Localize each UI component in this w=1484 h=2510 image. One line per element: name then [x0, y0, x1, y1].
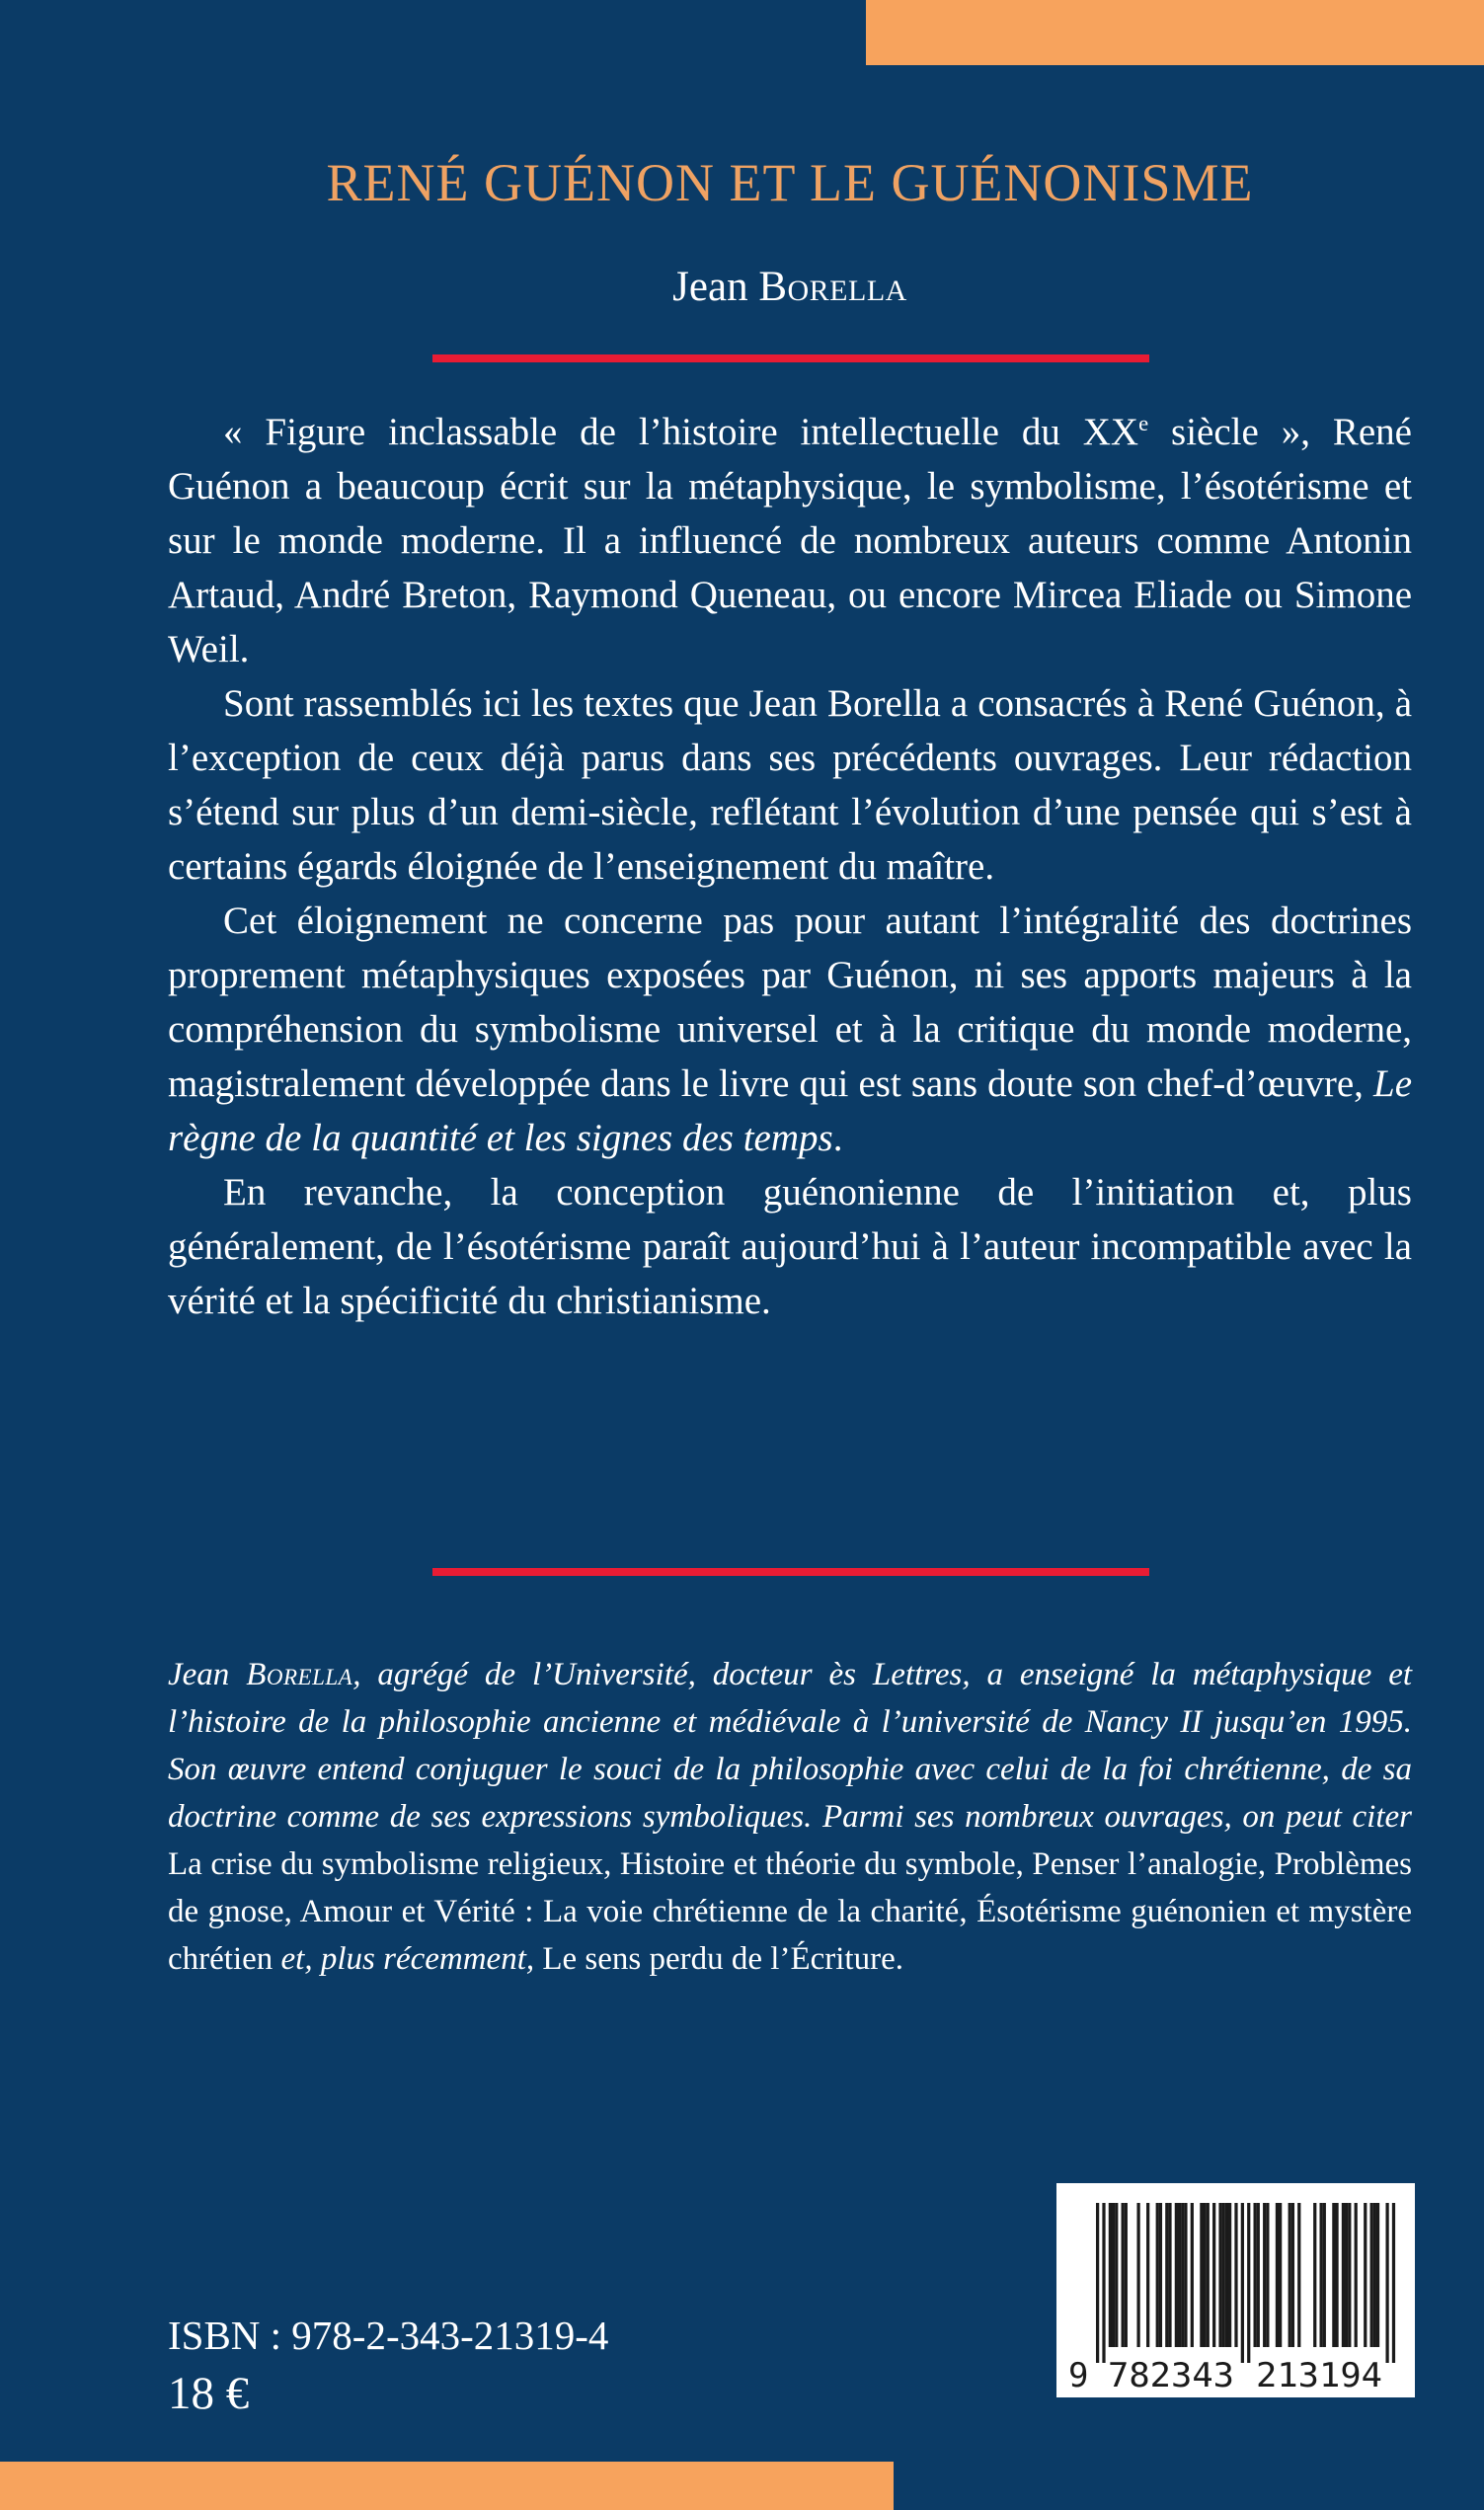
text-segment: Cet éloignement ne concerne pas pour autant l’intégralité des doctrines proprement métaphysiques exposées par Guénon, ni ses apports majeurs à la compréhension du symbolisme universel et à la critique du monde moderne, magistralement développée dans le livre qui est sans doute son chef-d’œuvre,	[168, 900, 1412, 1105]
separator-rule-bottom	[432, 1568, 1149, 1576]
text-segment: Le règne de la quantité et les signes des temps	[168, 1062, 1412, 1159]
barcode-digit-first: 9	[1068, 2356, 1089, 2395]
author-name	[168, 263, 1412, 311]
barcode-digits-right: 213194	[1256, 2356, 1382, 2395]
author-family-name: Borella	[758, 264, 907, 310]
author-bio	[168, 1651, 1412, 1983]
synopsis-paragraph	[168, 676, 1412, 894]
bottom-orange-band	[0, 2462, 894, 2510]
text-segment: En revanche, la conception guénonienne de l’initiation et, plus généralement, de l’ésotérisme paraît aujourd’hui à l’auteur incompatible avec la vérité et la spécificité du christianisme.	[168, 1171, 1412, 1322]
barcode-bars	[1056, 2183, 1415, 2397]
text-segment: .	[832, 1117, 843, 1159]
text-segment: Le sens perdu de l’Écriture.	[534, 1941, 903, 1977]
text-segment: La crise du symbolisme religieux, Histoire et théorie du symbole, Penser l’analogie, Problèmes de gnose, Amour et Vérité : La voie chrétienne de la charité, Ésotérisme guénonien et mystère chrétien	[168, 1846, 1412, 1977]
synopsis-paragraph	[168, 1165, 1412, 1328]
barcode	[1056, 2183, 1415, 2397]
book-title: RENÉ GUÉNON ET LE GUÉNONISME	[326, 153, 1254, 212]
barcode-digits-left: 782343	[1108, 2356, 1234, 2395]
text-segment: , agrégé de l’Université, docteur ès Lettres, a enseigné la métaphysique et l’histoire de la philosophie ancienne et médiévale à l’université de Nancy II jusqu’en 1995. Son œuvre entend conjuguer le souci de la philosophie avec celui de la foi chrétienne, de sa doctrine comme de ses expressions symboliques. Parmi ses nombreux ouvrages, on peut citer	[168, 1657, 1413, 1835]
synopsis-paragraph	[168, 894, 1412, 1165]
text-segment: Sont rassemblés ici les textes que Jean Borella a consacrés à René Guénon, à l’exception de ceux déjà parus dans ses précédents ouvrages. Leur rédaction s’étend sur plus d’un demi-siècle, reflétant l’évolution d’une pensée qui s’est à certains égards éloignée de l’enseignement du maître.	[168, 682, 1412, 888]
text-segment: e	[1138, 411, 1149, 435]
synopsis-text	[168, 405, 1412, 1328]
synopsis-paragraph	[168, 405, 1412, 676]
separator-rule-top	[432, 354, 1149, 362]
text-segment: Borella	[246, 1657, 353, 1692]
text-segment: Jean	[168, 1657, 247, 1692]
price-label: 18 €	[168, 2368, 250, 2419]
text-segment: siècle », René Guénon a beaucoup écrit sur la métaphysique, le symbolisme, l’ésotérisme et sur le monde moderne. Il a influencé de nombreux auteurs comme Antonin Artaud, André Breton, Raymond Queneau, ou encore Mircea Eliade ou Simone Weil.	[168, 411, 1412, 670]
text-segment: « Figure inclassable de l’histoire intellectuelle du XX	[223, 411, 1139, 453]
author-given-name: Jean	[672, 264, 748, 310]
text-segment: et, plus récemment,	[273, 1941, 535, 1977]
isbn-label: ISBN : 978-2-343-21319-4	[168, 2313, 609, 2358]
top-orange-band	[866, 0, 1484, 65]
